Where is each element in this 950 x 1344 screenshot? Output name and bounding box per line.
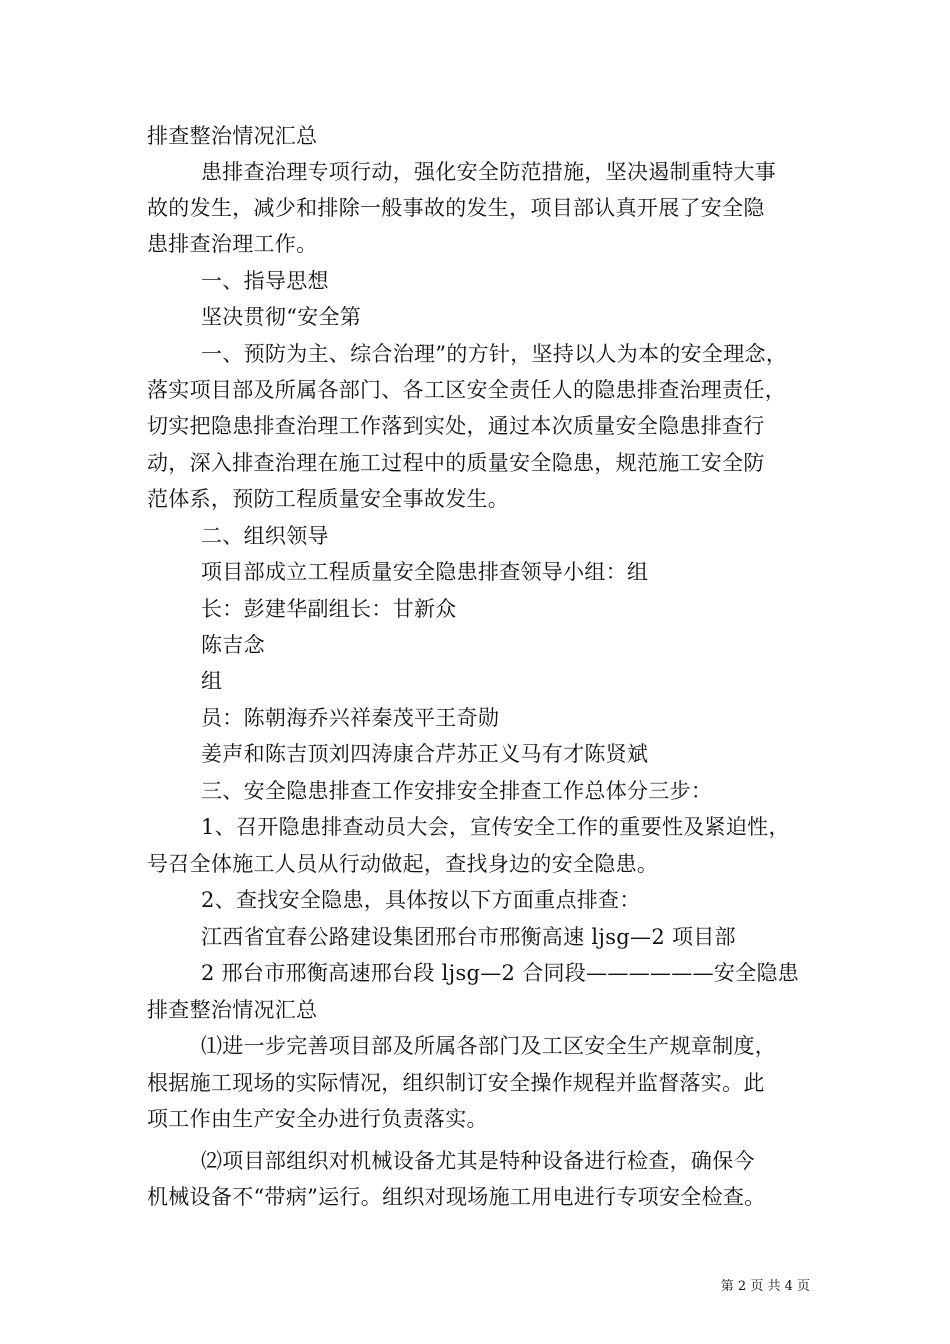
text-line: 故的发生，减少和排除一般事故的发生，项目部认真开展了安全隐 <box>147 196 765 220</box>
text-line: 2 邢台市邢衡高速邢台段 ljsg—2 合同段——————安全隐患 <box>201 961 800 985</box>
text-line: 员：陈朝海乔兴祥秦茂平王奇勋 <box>201 706 500 730</box>
text-line: 范体系，预防工程质量安全事故发生。 <box>147 487 510 511</box>
text-line: 患排查治理专项行动，强化安全防范措施，坚决遏制重特大事 <box>201 160 777 184</box>
text-line: 动，深入排查治理在施工过程中的质量安全隐患，规范施工安全防 <box>147 451 765 475</box>
text-line: 排查整治情况汇总 <box>147 998 318 1022</box>
text-line: 长：彭建华副组长：甘新众 <box>201 597 457 621</box>
text-line: ⑵项目部组织对机械设备尤其是特种设备进行检查，确保今 <box>201 1149 755 1173</box>
section-heading: 二、组织领导 <box>201 524 329 548</box>
text-line: ⑴进一步完善项目部及所属各部门及工区安全生产规章制度， <box>201 1034 777 1058</box>
text-line: 组 <box>201 669 223 693</box>
text-line: 陈吉念 <box>201 633 265 657</box>
text-line: 一、预防为主、综合治理”的方针，坚持以人为本的安全理念， <box>201 342 788 366</box>
text-line: 坚决贯彻“安全第 <box>201 305 362 329</box>
text-line: 切实把隐患排查治理工作落到实处，通过本次质量安全隐患排查行 <box>147 414 765 438</box>
text-line: 项目部成立工程质量安全隐患排查领导小组：组 <box>201 560 649 584</box>
section-heading: 三、安全隐患排查工作安排安全排查工作总体分三步： <box>201 779 713 803</box>
text-line: 号召全体施工人员从行动做起，查找身边的安全隐患。 <box>147 852 659 876</box>
text-line: 项工作由生产安全办进行负责落实。 <box>147 1107 488 1131</box>
section-heading: 一、指导思想 <box>201 269 329 293</box>
text-line: 1、召开隐患排查动员大会，宣传安全工作的重要性及紧迫性， <box>201 815 790 839</box>
page-number: 第 2 页 共 4 页 <box>720 1279 810 1294</box>
text-line: 江西省宜春公路建设集团邢台市邢衡高速 ljsg—2 项目部 <box>201 925 736 949</box>
text-line: 2、查找安全隐患，具体按以下方面重点排查： <box>201 888 641 912</box>
text-line: 姜声和陈吉顶刘四涛康合芹苏正义马有才陈贤斌 <box>201 742 649 766</box>
text-line: 根据施工现场的实际情况，组织制订安全操作规程并监督落实。此 <box>147 1071 765 1095</box>
text-line: 排查整治情况汇总 <box>147 124 318 148</box>
text-line: 机械设备不“带病”运行。组织对现场施工用电进行专项安全检查。 <box>147 1185 766 1209</box>
text-line: 落实项目部及所属各部门、各工区安全责任人的隐患排查治理责任， <box>147 378 786 402</box>
text-line: 患排查治理工作。 <box>147 232 318 256</box>
